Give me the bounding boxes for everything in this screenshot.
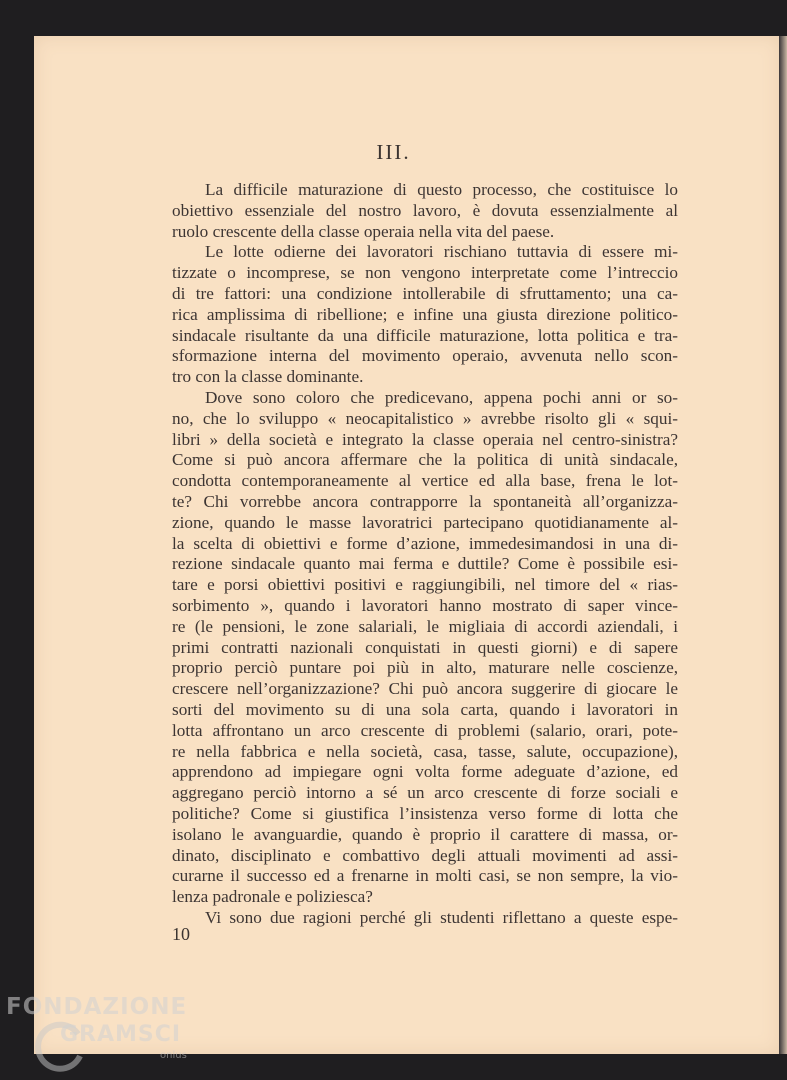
text-line: Come si può ancora affermare che la politica di unità sindacale, bbox=[172, 450, 678, 470]
page-edge bbox=[779, 36, 787, 1054]
text-line: condotta contemporaneamente al vertice ed alla base, frena le lot- bbox=[172, 471, 678, 491]
text-line: dinato, disciplinato e combattivo degli attuali movimenti ad assi- bbox=[172, 845, 678, 865]
text-line: proprio perciò puntare poi più in alto, maturare nelle coscienze, bbox=[172, 658, 678, 678]
text-line: apprendono ad impiegare ogni volta forme adeguate d’azione, ed bbox=[172, 762, 678, 782]
watermark-suffix: onlus bbox=[160, 1050, 187, 1061]
text-line: re (le pensioni, le zone salariali, le migliaia di accordi aziendali, i bbox=[172, 616, 678, 636]
text-line: aggregano perciò intorno a sé un arco crescente di forze sociali e bbox=[172, 783, 678, 803]
chapter-heading: III. bbox=[376, 140, 411, 164]
text-line: di tre fattori: una condizione intollerabile di sfruttamento; una ca- bbox=[172, 283, 678, 303]
text-line: la scelta di obiettivi e forme d’azione, immedesimandosi in una di- bbox=[172, 533, 678, 553]
text-line: politiche? Come si giustifica l’insistenza verso forme di lotta che bbox=[172, 803, 678, 823]
text-line: obiettivo essenziale del nostro lavoro, è dovuta essenzialmente al bbox=[172, 200, 678, 220]
fondazione-gramsci-watermark bbox=[0, 992, 210, 1080]
text-line: tizzate o incomprese, se non vengono interpretate come l’intreccio bbox=[172, 263, 678, 283]
text-line: sindacale risultante da una difficile maturazione, lotta politica e tra- bbox=[172, 325, 678, 345]
watermark-line1: FONDAZIONE bbox=[6, 994, 188, 1020]
text-line: La difficile maturazione di questo processo, che costituisce lo bbox=[205, 180, 678, 199]
text-line: lenza padronale e poliziesca? bbox=[172, 887, 373, 907]
body-text bbox=[172, 180, 678, 929]
text-line: re nella fabbrica e nella società, casa, tasse, salute, occupazione), bbox=[172, 741, 678, 761]
text-line: lotta affrontano un arco crescente di problemi (salario, orari, pote- bbox=[172, 720, 678, 740]
text-line: sformazione interna del movimento operaio, avvenuta nello scon- bbox=[172, 346, 678, 366]
text-line: Dove sono coloro che predicevano, appena pochi anni or so- bbox=[205, 387, 678, 407]
text-line: Vi sono due ragioni perché gli studenti riflettano a queste espe- bbox=[205, 907, 678, 927]
text-line: sorti del movimento su di una sola carta, quando i lavoratori in bbox=[172, 699, 678, 719]
text-line: te? Chi vorrebbe ancora contrapporre la spontaneità all’organizza- bbox=[172, 491, 678, 511]
text-line: zione, quando le masse lavoratrici partecipano quotidianamente al- bbox=[172, 512, 678, 532]
text-line: sorbimento », quando i lavoratori hanno mostrato di saper vince- bbox=[172, 595, 678, 615]
page-number: 10 bbox=[172, 924, 190, 944]
text-line: ruolo crescente della classe operaia nella vita del paese. bbox=[172, 221, 555, 241]
text-line: no, che lo sviluppo « neocapitalistico » avrebbe risolto gli « squi- bbox=[172, 408, 678, 428]
text-line: primi contratti nazionali conquistati in questi giorni) e di sapere bbox=[172, 637, 678, 657]
text-line: tare e porsi obiettivi positivi e raggiungibili, nel timore del « rias- bbox=[172, 575, 678, 595]
text-line: Le lotte odierne dei lavoratori rischiano tuttavia di essere mi- bbox=[205, 242, 678, 262]
text-line: rica amplissima di ribellione; e infine una giusta direzione politico- bbox=[172, 304, 678, 324]
text-line: libri » della società e integrato la classe operaia nel centro-sinistra? bbox=[172, 429, 678, 449]
text-line: tro con la classe dominante. bbox=[172, 367, 364, 387]
text-line: curarne il successo ed a frenarne in molti casi, se non sempre, la vio- bbox=[172, 866, 678, 886]
text-line: crescere nell’organizzazione? Chi può ancora suggerire di giocare le bbox=[172, 679, 678, 699]
text-line: isolano le avanguardie, quando è proprio il carattere di massa, or- bbox=[172, 824, 678, 844]
text-line: rezione sindacale quanto mai ferma e duttile? Come è possibile esi- bbox=[172, 554, 678, 574]
watermark-line2: GRAMSCI bbox=[60, 1022, 182, 1047]
